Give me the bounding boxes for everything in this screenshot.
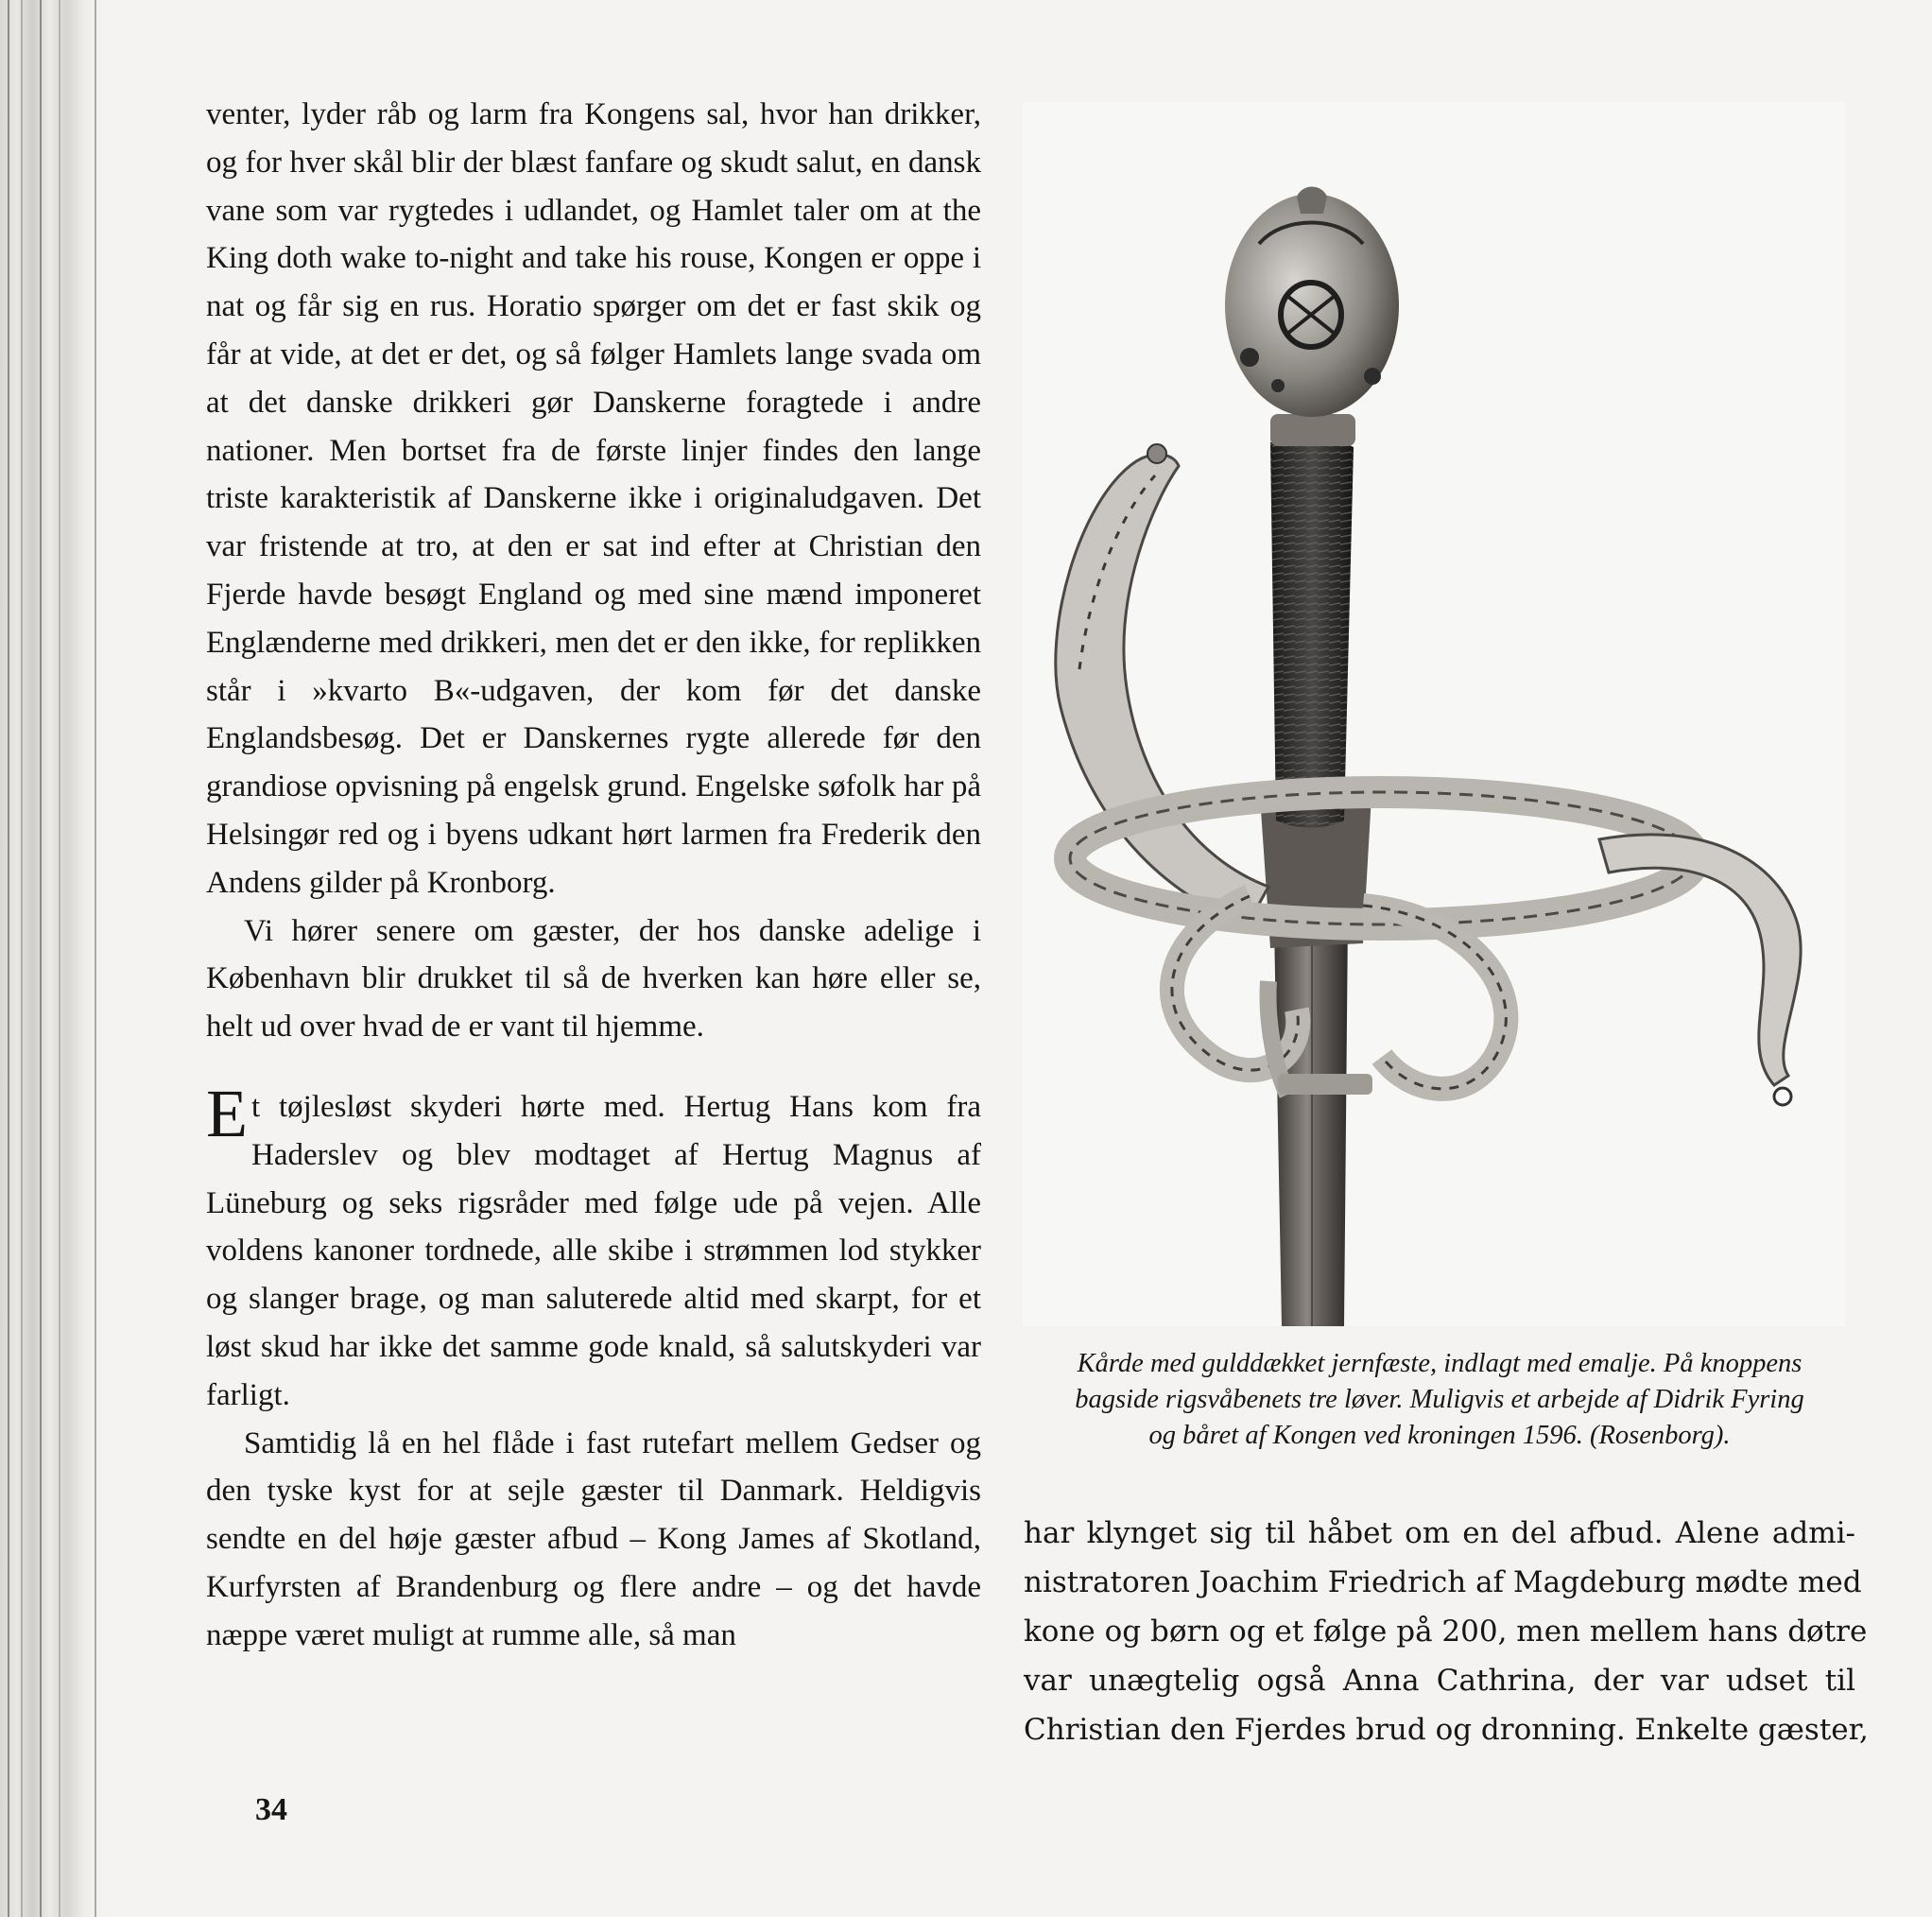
page-edge-line [8,0,9,1917]
right-text-column [1024,1509,1869,1754]
caption-line-1: Kårde med gulddækket jernfæste, indlagt med emalje. På knoppens [1077,1349,1803,1378]
photo-caption [1019,1346,1860,1454]
paragraph-1: venter, lyder råb og larm fra Kongens sal, hvor han drikker, og for hver skål blir der blæst fanfare og skudt salut, en dansk vane som var rygtedes i udlandet, og Hamlet taler om at the King doth wake to-night and take his rouse, Kongen er oppe i nat og får sig en rus. Horatio spørger om det er fast skik og får at vide, at det er det, og så følger Hamlets lange svada om at det danske drikkeri gør Danskerne foragtede i andre nationer. Men bortset fra de første linjer findes den lange triste karakteristik af Danskerne ikke i originaludgaven. Det var fristende at tro, at den er sat ind efter at Christian den Fjerde havde besøgt England og med sine mænd imponeret Englænderne med drikkeri, men det er den ikke, for replikken står i »kvarto B«-udgaven, der kom før det danske Englandsbesøg. Det er Danskernes rygte allerede før den grandiose opvisning på engelsk grund. Engelske søfolk har på Helsingør red og i byens udkant hørt larmen fra Frederik den Andens gilder på Kronborg. [206,97,981,900]
caption-line-2: bagside rigsvåbenets tre løver. Muligvis et arbejde af Didrik Fyring [1075,1385,1804,1414]
page-edge-line [95,0,96,1917]
page-edge-line [21,0,23,1917]
sword-illustration [1023,102,1845,1326]
paragraph-2: Vi hører senere om gæster, der hos danske adelige i København blir drukket til så de hverken kan høre eller se, helt ud over hvad de er vant til hjemme. [206,913,981,1045]
right-text-line-4: var unægtelig også Anna Cathrina, der var udset til [1024,1664,1855,1698]
right-text-line-3: kone og børn og et følge på 200, men mellem hans døtre [1024,1615,1868,1649]
caption-line-3: og båret af Kongen ved kroningen 1596. (Rosenborg). [1148,1421,1731,1450]
page-edge-line [59,0,60,1917]
page-number: 34 [255,1792,287,1827]
right-text-line-5: Christian den Fjerdes brud og dronning. Enkelte gæster, [1024,1713,1869,1747]
sword-photograph [1023,102,1845,1326]
page-edge-line [40,0,42,1917]
paragraph-3 [206,1075,981,1420]
drop-cap: E [206,1075,248,1151]
right-text-line-1: har klynget sig til håbet om en del afbud. Alene admi- [1024,1516,1855,1550]
paragraph-4: Samtidig lå en hel flåde i fast rutefart mellem Gedser og den tyske kyst for at sejle gæster til Danmark. Heldigvis sendte en del høje gæster afbud – Kong James af Skotland, Kurfyrsten af Brandenburg og flere andre – og det havde næppe været muligt at rumme alle, så man [206,1425,981,1652]
book-gutter [0,0,106,1917]
paragraph-3-text: t tøjlesløst skyderi hørte med. Hertug Hans kom fra Haderslev og blev modtaget af Hertug Magnus af Lüneburg og seks rigsråder med følge ude på vejen. Alle voldens kanoner tordnede, alle skibe i strømmen lod stykker og slanger brage, og man saluterede altid med skarpt, for et løst skud har ikke det samme gode knald, så salutskyderi var farligt. [206,1089,981,1412]
left-text-column [206,91,981,1660]
right-text-line-2: nistratoren Joachim Friedrich af Magdeburg mødte med [1024,1565,1862,1599]
